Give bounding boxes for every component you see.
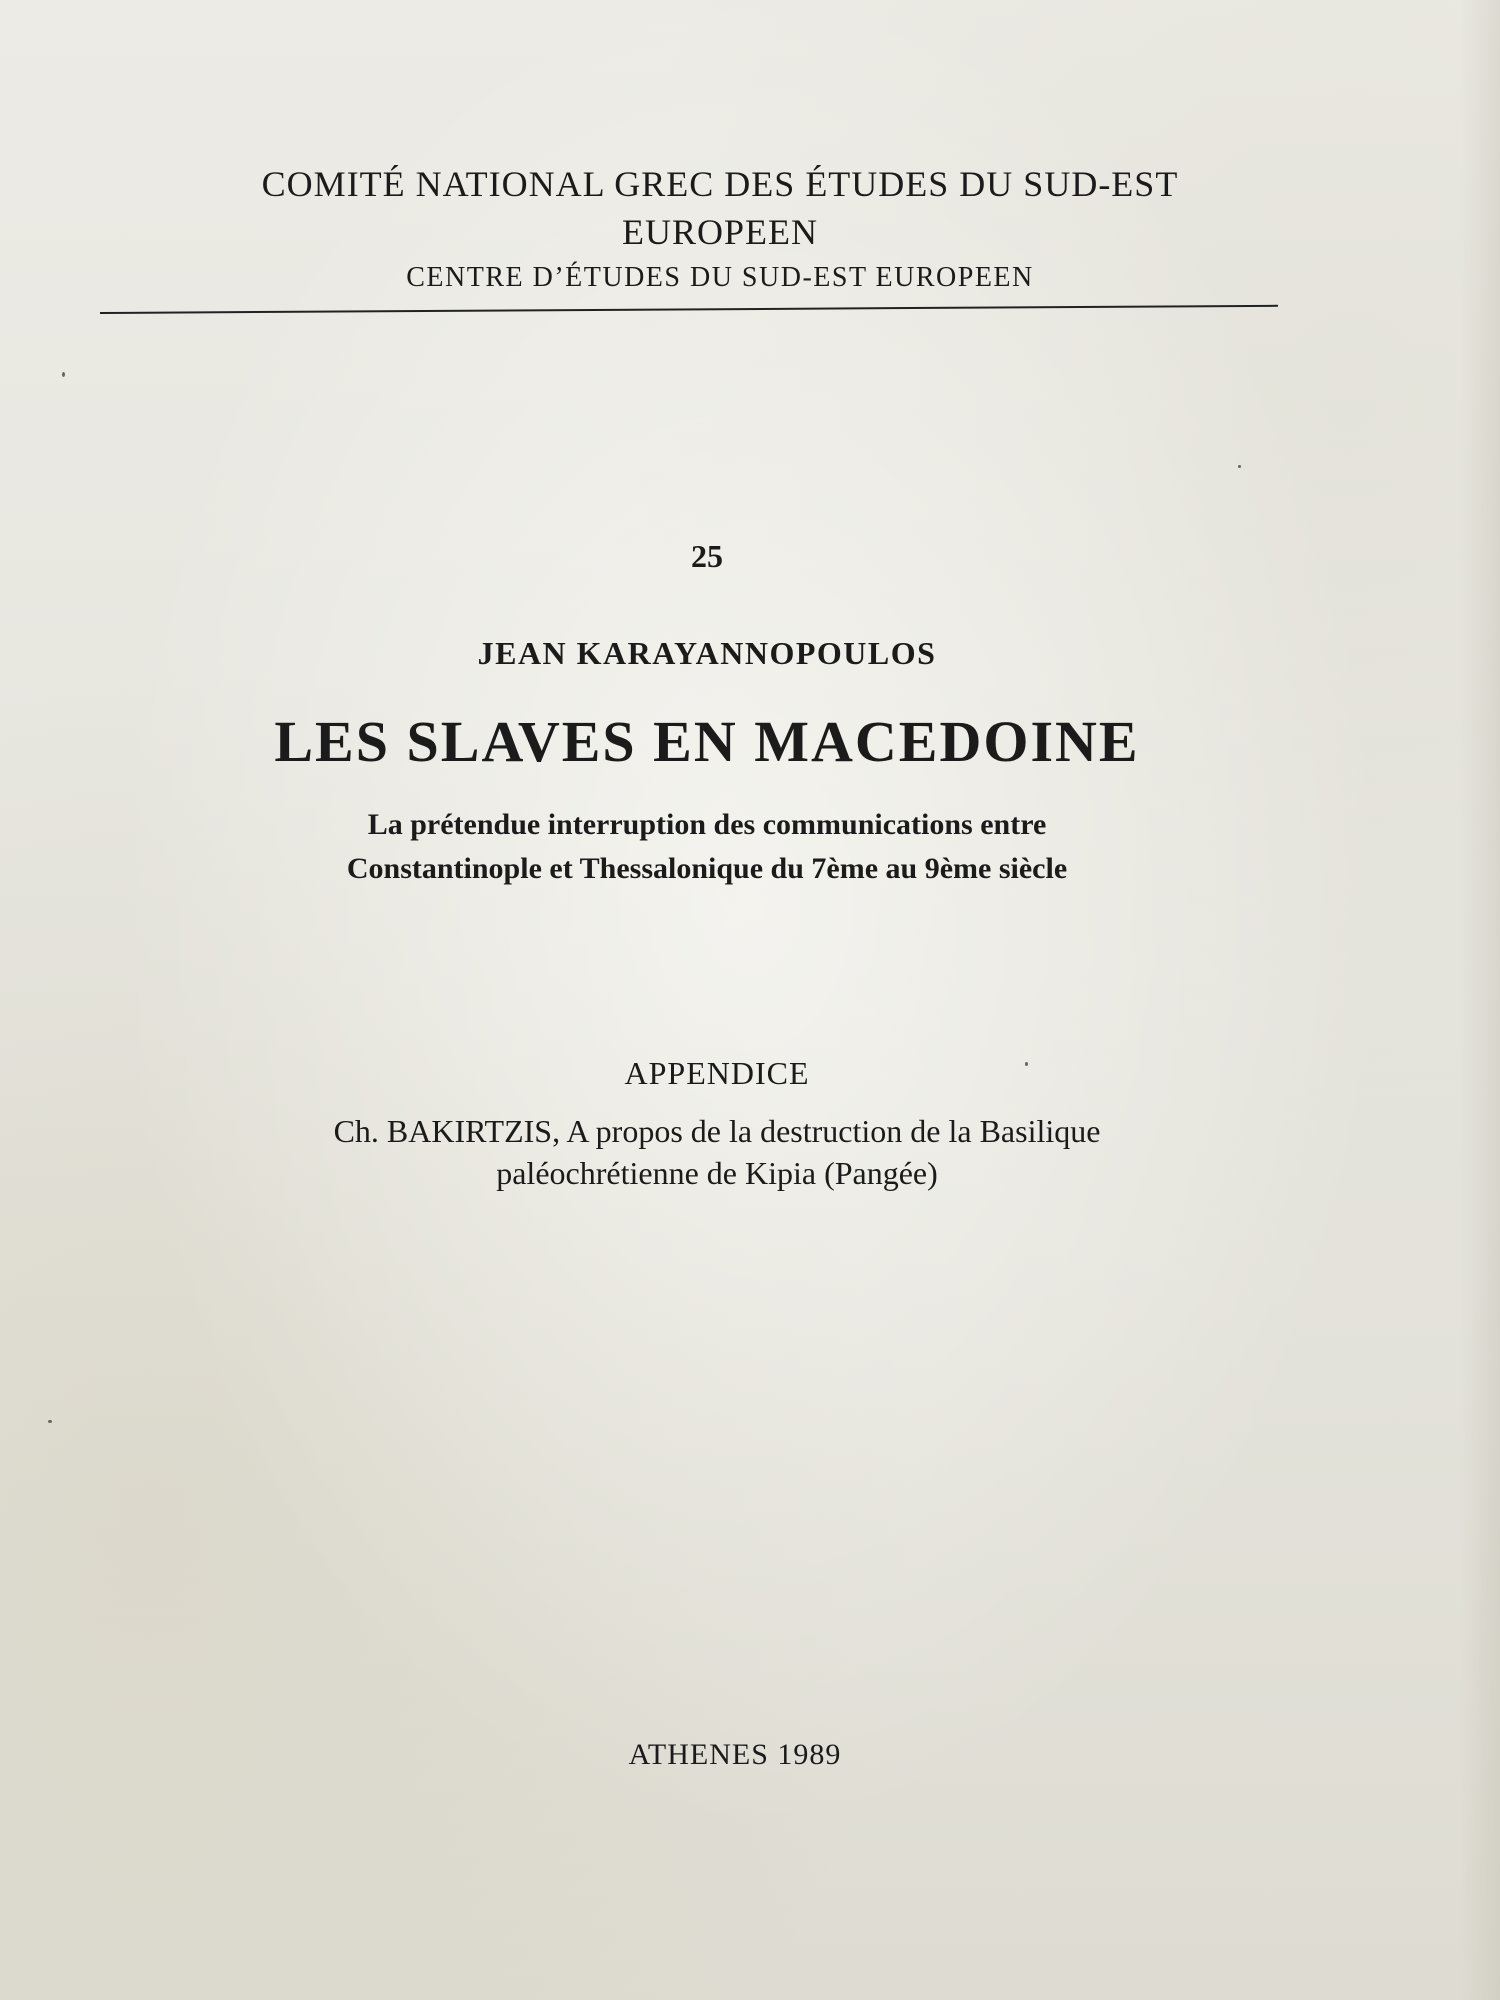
publisher-subunit: CENTRE D’ÉTUDES DU SUD-EST EUROPEEN <box>406 262 1034 293</box>
author-name: JEAN KARAYANNOPOULOS <box>477 635 937 671</box>
header-divider <box>100 305 1278 314</box>
paper-speck <box>1238 465 1241 468</box>
publisher-name-line2: EUROPEEN <box>622 212 818 252</box>
paper-speck <box>48 1420 52 1423</box>
publisher-name-line1: COMITÉ NATIONAL GREC DES ÉTUDES DU SUD-EST <box>261 164 1179 204</box>
paper-speck <box>62 372 65 377</box>
book-title: LES SLAVES EN MACEDOINE <box>274 709 1140 774</box>
series-number: 25 <box>691 538 723 574</box>
subtitle-line1: La prétendue interruption des communications entre <box>367 808 1047 841</box>
appendix-entry-line1: Ch. BAKIRTZIS, A propos de la destruction de la Basilique <box>333 1113 1101 1149</box>
page-edge-shadow <box>1460 0 1500 2000</box>
appendix-entry-line2: paléochrétienne de Kipia (Pangée) <box>496 1155 938 1191</box>
appendix-heading: APPENDICE <box>624 1055 810 1091</box>
paper-speck <box>1025 1062 1028 1066</box>
subtitle-line2: Constantinople et Thessalonique du 7ème au 9ème siècle <box>346 852 1068 885</box>
imprint-place-year: ATHENES 1989 <box>628 1738 842 1771</box>
